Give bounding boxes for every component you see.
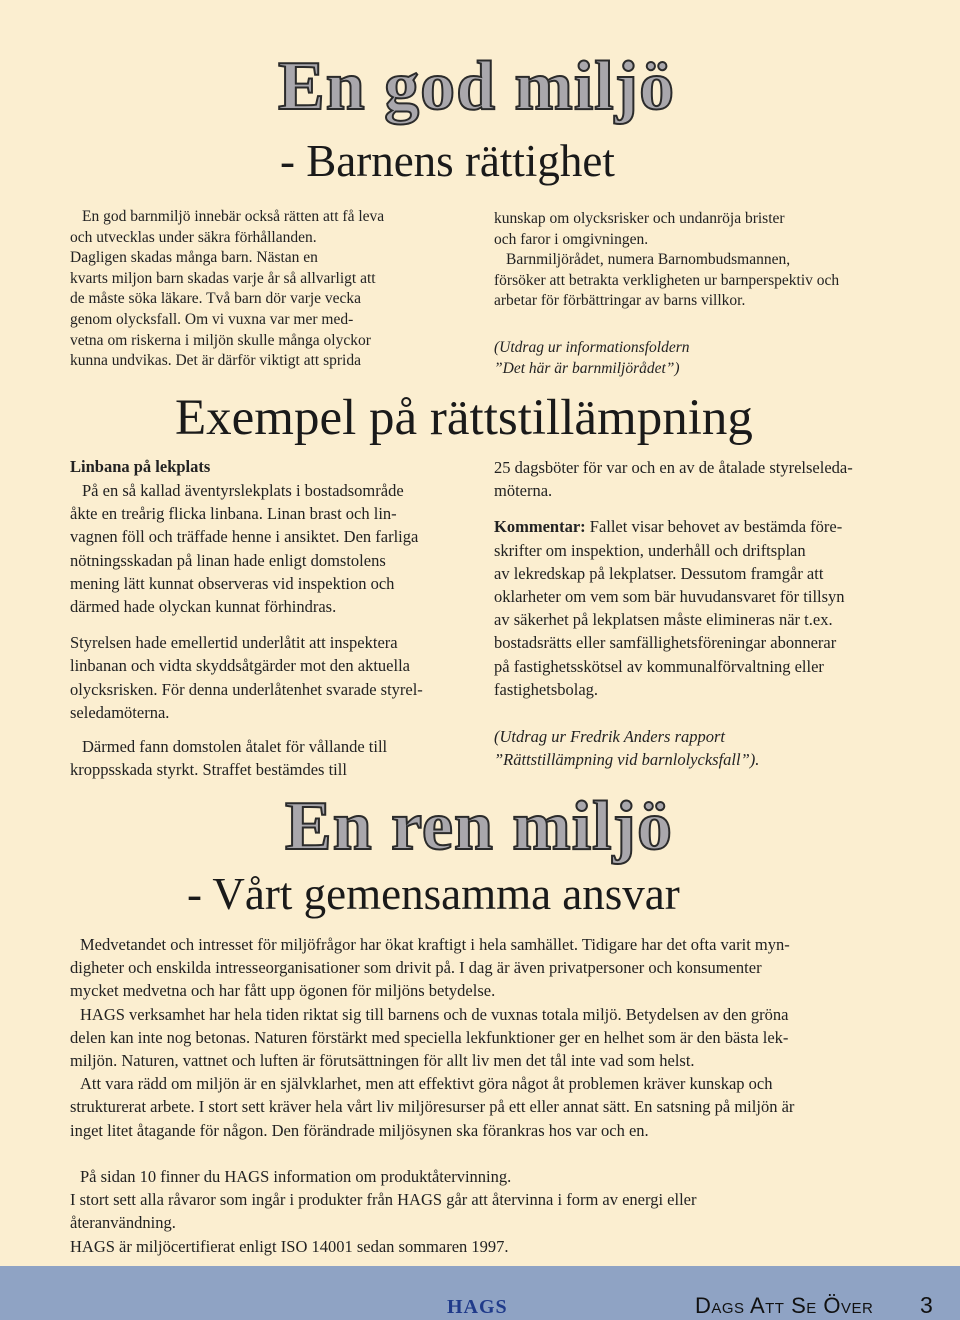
section1-right-text — [494, 209, 914, 312]
text-line: inget litet åtagande för någon. Den förändrade miljösynen ska förankras hos var och en. — [70, 1120, 649, 1140]
text-line: Styrelsen hade emellertid underlåtit att inspektera — [70, 633, 398, 653]
text-line: därmed hade olyckan kunnat förhindras. — [70, 597, 337, 617]
section3-info — [70, 1165, 910, 1258]
hags-logo: HAGS — [447, 1296, 508, 1318]
text-line: strukturerat arbete. I stort sett kräver hela vårt liv miljöresurser på ett eller annat sätt. En satsning på miljön är — [70, 1097, 795, 1117]
text-line: Att vara rädd om miljön är en självklarhet, men att effektivt göra något åt problemen kräver kunskap och — [80, 1074, 773, 1094]
section2-left-text — [70, 479, 470, 781]
text-line: bostadsrätts eller samfällighetsföreningar abonnerar — [494, 633, 837, 653]
text-line: seledamöterna. — [70, 702, 170, 722]
text-line: olycksrisken. För denna underlåtenhet svarade styrel- — [70, 679, 423, 699]
text-line: I stort sett alla råvaror som ingår i produkter från HAGS går att återvinna i form av energi eller — [70, 1190, 697, 1210]
text-line: HAGS verksamhet har hela tiden riktat sig till barnens och de vuxnas totala miljö. Betydelsen av den gröna — [80, 1004, 789, 1024]
text-line: kunna undvikas. Det är därför viktigt att sprida — [70, 352, 361, 370]
text-line: möterna. — [494, 481, 553, 501]
text-line: vetna om riskerna i miljön skulle många olyckor — [70, 331, 371, 349]
quote-line: (Utdrag ur informationsfoldern — [494, 339, 690, 356]
text-line: 25 dagsböter för var och en av de åtalade styrelseleda- — [494, 458, 853, 477]
section2-heading: Exempel på rättstillämpning — [175, 390, 753, 446]
text-line: kunskap om olycksrisker och undanröja brister — [494, 210, 785, 227]
text-line: av lekredskap på lekplatser. Dessutom framgår att — [494, 563, 824, 583]
quote-line: ”Rättstillämpning vid barnlolycksfall”). — [494, 750, 760, 770]
section2-right-text — [494, 456, 914, 701]
section1-quote — [494, 338, 914, 379]
text-line: återanvändning. — [70, 1213, 176, 1233]
section3-subtitle: - Vårt gemensamma ansvar — [187, 869, 680, 919]
text-line: mening lätt kunnat observeras vid inspektion och — [70, 573, 395, 593]
text-line: Dagligen skadas många barn. Nästan en — [70, 249, 318, 267]
text-line: arbetar för förbättringar av barns villkor. — [494, 292, 746, 310]
page-number: 3 — [920, 1292, 933, 1318]
case-title: Linbana på lekplats — [70, 457, 211, 476]
text-line: vagnen föll och träffade henne i ansiktet. Den farliga — [70, 527, 419, 547]
text-line: försöker att betrakta verkligheten ur barnperspektiv och — [494, 271, 840, 289]
text-line: mycket medvetna och har fått upp ögonen för miljöns betydelse. — [70, 981, 496, 1001]
text-line: HAGS är miljöcertifierat enligt ISO 14001 sedan sommaren 1997. — [70, 1236, 509, 1256]
text-line: linbanan och vidta skyddsåtgärder mot den aktuella — [70, 656, 410, 676]
section3-body — [70, 933, 910, 1142]
footer-title: Dags Att Se Över — [695, 1293, 874, 1318]
text-line: miljön. Naturen, vattnet och luften är förutsättningen för allt liv men det tål inte vad som helst. — [70, 1051, 695, 1071]
text-line: På en så kallad äventyrslekplats i bostadsområde — [82, 481, 404, 500]
text-line: oklarheter om vem som bär huvudansvaret för tillsyn — [494, 587, 845, 607]
text-line: av säkerhet på lekplatsen måste elimineras när t.ex. — [494, 610, 833, 630]
quote-line: ”Det här är barnmiljörådet”) — [494, 359, 680, 377]
text-line: nötningsskadan på linan hade enligt domstolens — [70, 550, 386, 570]
text-line: och faror i omgivningen. — [494, 230, 649, 248]
text-line: och utvecklas under säkra förhållanden. — [70, 228, 317, 246]
text-line: fastighetsbolag. — [494, 679, 599, 699]
comment-label: Kommentar: — [494, 517, 586, 537]
text-line: På sidan 10 finner du HAGS information om produktåtervinning. — [80, 1167, 512, 1186]
text-line: En god barnmiljö innebär också rätten att få leva — [82, 208, 385, 225]
section1-title: En god miljö — [278, 48, 676, 125]
text-line: åkte en treårig flicka linbana. Linan brast och lin- — [70, 504, 397, 524]
text-line: kvarts miljon barn skadas varje år så allvarligt att — [70, 269, 376, 287]
text-line: på fastighetsskötsel av kommunalförvaltning eller — [494, 656, 824, 676]
section1-left-text — [70, 207, 450, 372]
text-line: Barnmiljörådet, numera Barnombudsmannen, — [506, 251, 791, 269]
text-line: skrifter om inspektion, underhåll och driftsplan — [494, 540, 806, 560]
section2-quote — [494, 725, 914, 771]
text-line: Medvetandet och intresset för miljöfrågor har ökat kraftigt i hela samhället. Tidigare har det ofta varit myn- — [80, 935, 790, 954]
text-line: kroppsskada styrkt. Straffet bestämdes till — [70, 760, 347, 780]
text-line: Därmed fann domstolen åtalet för vållande till — [82, 737, 388, 757]
text-line: de måste söka läkare. Två barn dör varje vecka — [70, 290, 362, 308]
text-line: delen kan inte nog betonas. Naturen förstärkt med speciella lekfunktioner ger en helhet som är den bästa lek- — [70, 1027, 789, 1047]
section3-title: En ren miljö — [285, 788, 673, 865]
comment-line — [494, 515, 914, 538]
footer-bar — [0, 1266, 960, 1320]
comment-text: Fallet visar behovet av bestämda före- — [585, 517, 843, 537]
text-line: genom olycksfall. Om vi vuxna var mer med- — [70, 310, 354, 328]
quote-line: (Utdrag ur Fredrik Anders rapport — [494, 727, 725, 746]
text-line: digheter och enskilda intresseorganisationer som drivit på. I dag är även privatpersoner och konsumenter — [70, 958, 762, 978]
section1-subtitle: - Barnens rättighet — [280, 136, 615, 186]
